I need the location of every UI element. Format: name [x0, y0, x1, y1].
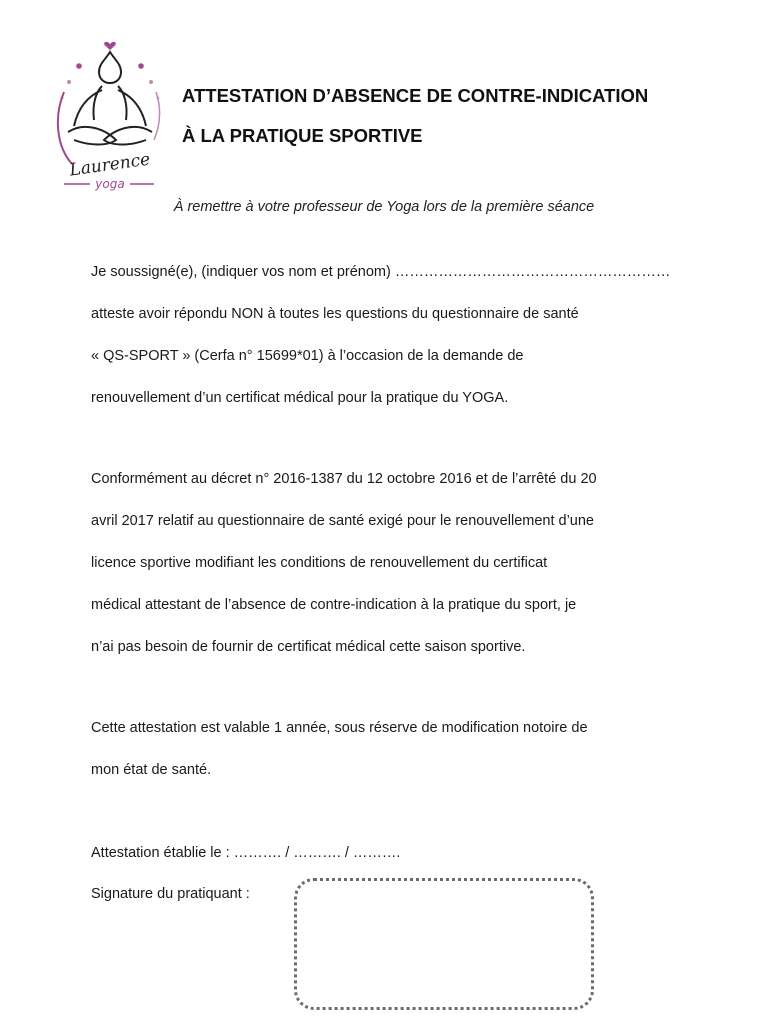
paragraph-line: médical attestant de l’absence de contre-indication à la pratique du sport, je	[91, 597, 577, 613]
paragraph-legal	[91, 469, 691, 679]
paragraph-validity	[91, 718, 691, 802]
paragraph-line: « QS-SPORT » (Cerfa n° 15699*01) à l’occasion de la demande de	[91, 348, 524, 364]
paragraph-line: n’ai pas besoin de fournir de certificat médical cette saison sportive.	[91, 639, 526, 655]
subtitle: À remettre à votre professeur de Yoga lors de la première séance	[173, 199, 595, 215]
paragraph-line: licence sportive modifiant les conditions de renouvellement du certificat	[91, 555, 548, 571]
paragraph-line: Cette attestation est valable 1 année, sous réserve de modification notoire de	[91, 720, 588, 736]
signature-box[interactable]	[294, 878, 594, 1010]
paragraph-line: avril 2017 relatif au questionnaire de santé exigé pour le renouvellement d’une	[91, 513, 594, 529]
paragraph-line: mon état de santé.	[91, 762, 212, 778]
paragraph-line: Conformément au décret n° 2016-1387 du 12 octobre 2016 et de l’arrêté du 20	[91, 471, 597, 487]
attestation-date-field[interactable]: Attestation établie le : ………. / ………. / ……….	[91, 845, 401, 861]
logo-brand-text: Laurence	[68, 149, 152, 181]
document-title	[182, 86, 742, 146]
laurence-yoga-logo	[50, 34, 170, 194]
paragraph-line: atteste avoir répondu NON à toutes les questions du questionnaire de santé	[91, 306, 579, 322]
logo-sub-text: yoga	[95, 177, 125, 191]
title-line-2: À LA PRATIQUE SPORTIVE	[182, 125, 423, 146]
paragraph-line: renouvellement d’un certificat médical pour la pratique du YOGA.	[91, 390, 509, 406]
yoga-figure-logo-icon	[50, 34, 170, 194]
heart-icon	[104, 42, 116, 50]
paragraph-line: Je soussigné(e), (indiquer vos nom et prénom) …………………………………………………	[91, 264, 671, 280]
title-line-1: ATTESTATION D’ABSENCE DE CONTRE-INDICATION	[182, 85, 649, 106]
signature-label: Signature du pratiquant :	[91, 886, 250, 902]
paragraph-declaration	[91, 262, 691, 430]
